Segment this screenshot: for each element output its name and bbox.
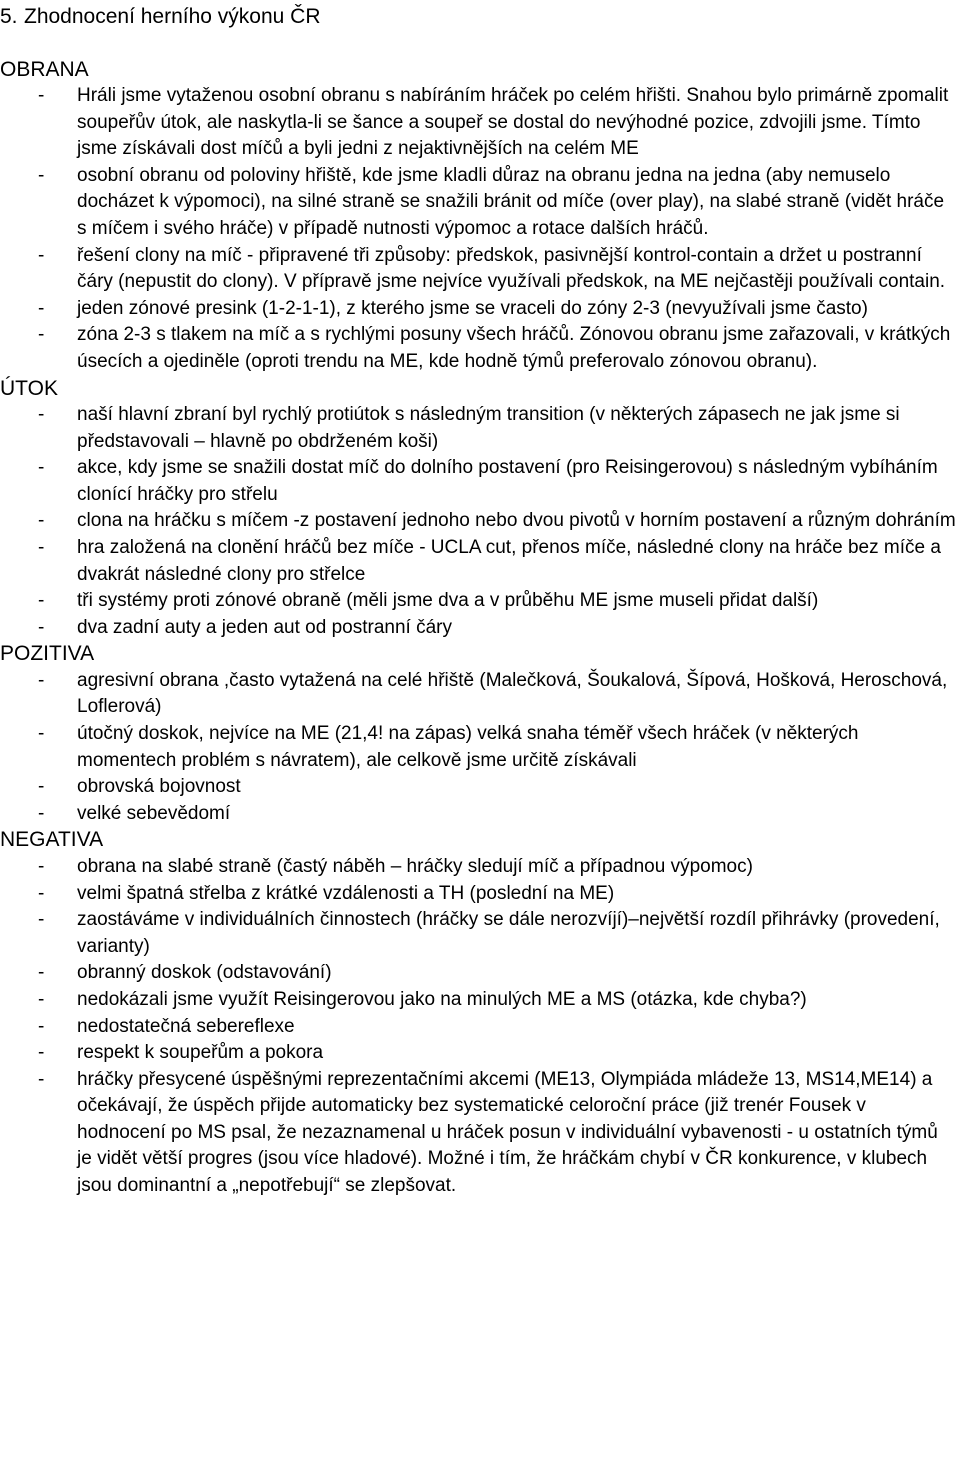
bullet-dash: - [38,324,45,346]
bullet-dash: - [38,244,45,266]
list-item [0,1067,960,1200]
bullet-dash: - [38,776,45,798]
list-item-text: Hráli jsme vytaženou osobní obranu s nabíráním hráček po celém hřišti. Snahou bylo primárně zpomalit soupeřův útok, ale naskytla-li se šance a soupeř se dostal do nevýhodné pozice, zdvojili jsme. Tímto jsme získávali dost míčů a byli jedni z nejaktivnějších na celém ME [77,85,949,160]
bullet-dash: - [38,164,45,186]
list-item-text: respekt k soupeřům a pokora [77,1042,324,1064]
list-item-text: zóna 2-3 s tlakem na míč a s rychlými posuny všech hráčů. Zónovou obranu jsme zařazovali, v krátkých úsecích a ojediněle (oproti trendu na ME, kde hodně týmů preferovalo zónovou obranu). [77,324,951,372]
bullet-dash: - [38,404,45,426]
bullet-dash: - [38,855,45,877]
list-item [0,322,960,375]
list-item-text: dva zadní auty a jeden aut od postranní čáry [77,616,452,638]
list-item-text: velké sebevědomí [77,802,231,824]
list-item-text: agresivní obrana ,často vytažená na celé hřiště (Malečková, Šoukalová, Šípová, Hošková, Heroschová, Loflerová) [77,669,948,718]
bullet-dash: - [38,510,45,532]
list-item [0,243,960,296]
list-item [0,907,960,960]
list-item-text: nedokázali jsme využít Reisingerovou jako na minulých ME a MS (otázka, kde chyba?) [77,988,807,1010]
bullet-dash: - [38,85,45,106]
list-item-text: nedostatečná sebereflexe [77,1015,295,1037]
list-item [0,535,960,588]
list-item [0,455,960,508]
sections-container [0,57,960,1200]
bullet-dash: - [38,669,45,691]
list-item-text: hráčky přesycené úspěšnými reprezentačními akcemi (ME13, Olympiáda mládeže 13, MS14,ME14) a očekávají, že úspěch přijde automaticky bez systematické celoroční práce (již trenér Fousek v hodnocení po MS psal, že nezaznamenal u hráček posun v individuální vybavenosti - u ostatních týmů je vidět větší progres (jsou více hladové). Možné i tím, že hráčkám chybí v ČR konkurence, v klubech jsou dominantní a „nepotřebují“ se zlepšovat. [77,1068,938,1197]
list-item-text: tři systémy proti zónové obraně (měli jsme dva a v průběhu ME jsme museli přidat další) [77,590,819,612]
bullet-list [0,83,960,376]
list-item [0,854,960,881]
list-item [0,721,960,774]
section-title-obrana: OBRANA [0,57,89,81]
bullet-dash: - [38,909,45,931]
bullet-dash: - [38,962,45,984]
bullet-dash: - [38,616,45,638]
bullet-dash: - [38,1042,45,1064]
list-item [0,402,960,455]
list-item-text: útočný doskok, nejvíce na ME (21,4! na zápas) velká snaha téměř všech hráček (v některých momentech problém s návratem), ale celkově jsme určitě získávali [77,723,859,771]
bullet-dash: - [38,723,45,745]
bullet-list [0,668,960,828]
list-item-text: akce, kdy jsme se snažili dostat míč do dolního postavení (pro Reisingerovou) s následným vybíháním clonící hráčky pro střelu [77,457,938,505]
bullet-dash: - [38,1068,45,1090]
bullet-dash: - [38,537,45,558]
bullet-dash: - [38,457,45,479]
list-item [0,508,960,535]
section-heading-text: Zhodnocení herního výkonu ČR [24,5,321,28]
list-item-text: obranný doskok (odstavování) [77,962,332,984]
bullet-dash: - [38,297,45,319]
list-item-text: clona na hráčku s míčem -z postavení jednoho nebo dvou pivotů v horním postavení a různým dohráním [77,510,956,532]
list-item-text: zaostáváme v individuálních činnostech (hráčky se dále nerozvíjí)–největší rozdíl přihrávky (provedení, varianty) [77,909,940,957]
bullet-dash: - [38,882,45,904]
bullet-dash: - [38,802,45,824]
list-item-text: obrana na slabé straně (častý náběh – hráčky sledují míč a případnou výpomoc) [77,855,753,877]
bullet-dash: - [38,1015,45,1037]
list-item [0,615,960,642]
list-item [0,588,960,615]
list-item [0,774,960,801]
list-item-text: osobní obranu od poloviny hřiště, kde jsme kladli důraz na obranu jedna na jedna (aby nemuselo docházet k výpomoci), na silné straně se snažili bránit od míče (over play), na slabé straně (vidět hráče s míčem i svého hráče) v případě nutnosti výpomoc a rotace dalších hráčů. [77,164,945,239]
list-item [0,668,960,721]
section-title-pozitiva: POZITIVA [0,642,95,666]
bullet-list [0,402,960,641]
list-item [0,881,960,908]
list-item [0,1040,960,1067]
section-heading [0,4,960,31]
section-number: 5. [0,5,18,28]
list-item [0,163,960,243]
list-item [0,801,960,828]
list-item [0,1014,960,1041]
section-title-negativa: NEGATIVA [0,828,104,852]
list-item-text: jeden zónové presink (1-2-1-1), z kterého jsme se vraceli do zóny 2-3 (nevyužívali jsme často) [77,297,868,319]
list-item-text: hra založená na clonění hráčů bez míče - UCLA cut, přenos míče, následné clony na hráče bez míče a dvakrát následné clony pro střelce [77,537,941,585]
list-item-text: velmi špatná střelba z krátké vzdálenosti a TH (poslední na ME) [77,882,615,904]
list-item-text: obrovská bojovnost [77,776,241,798]
bullet-list [0,854,960,1200]
list-item [0,960,960,987]
section-title-útok: ÚTOK [0,376,58,400]
list-item-text: naší hlavní zbraní byl rychlý protiútok s následným transition (v některých zápasech ne jak jsme si představovali – hlavně po obdrženém koši) [77,404,900,452]
bullet-dash: - [38,988,45,1010]
list-item [0,987,960,1014]
list-item [0,83,960,163]
bullet-dash: - [38,590,45,612]
list-item-text: řešení clony na míč - připravené tři způsoby: předskok, pasivnější kontrol-contain a držet u postranní čáry (nepustit do clony). V přípravě jsme nejvíce využívali předskok, na ME nejčastěji používali contain. [77,244,946,293]
list-item [0,296,960,323]
